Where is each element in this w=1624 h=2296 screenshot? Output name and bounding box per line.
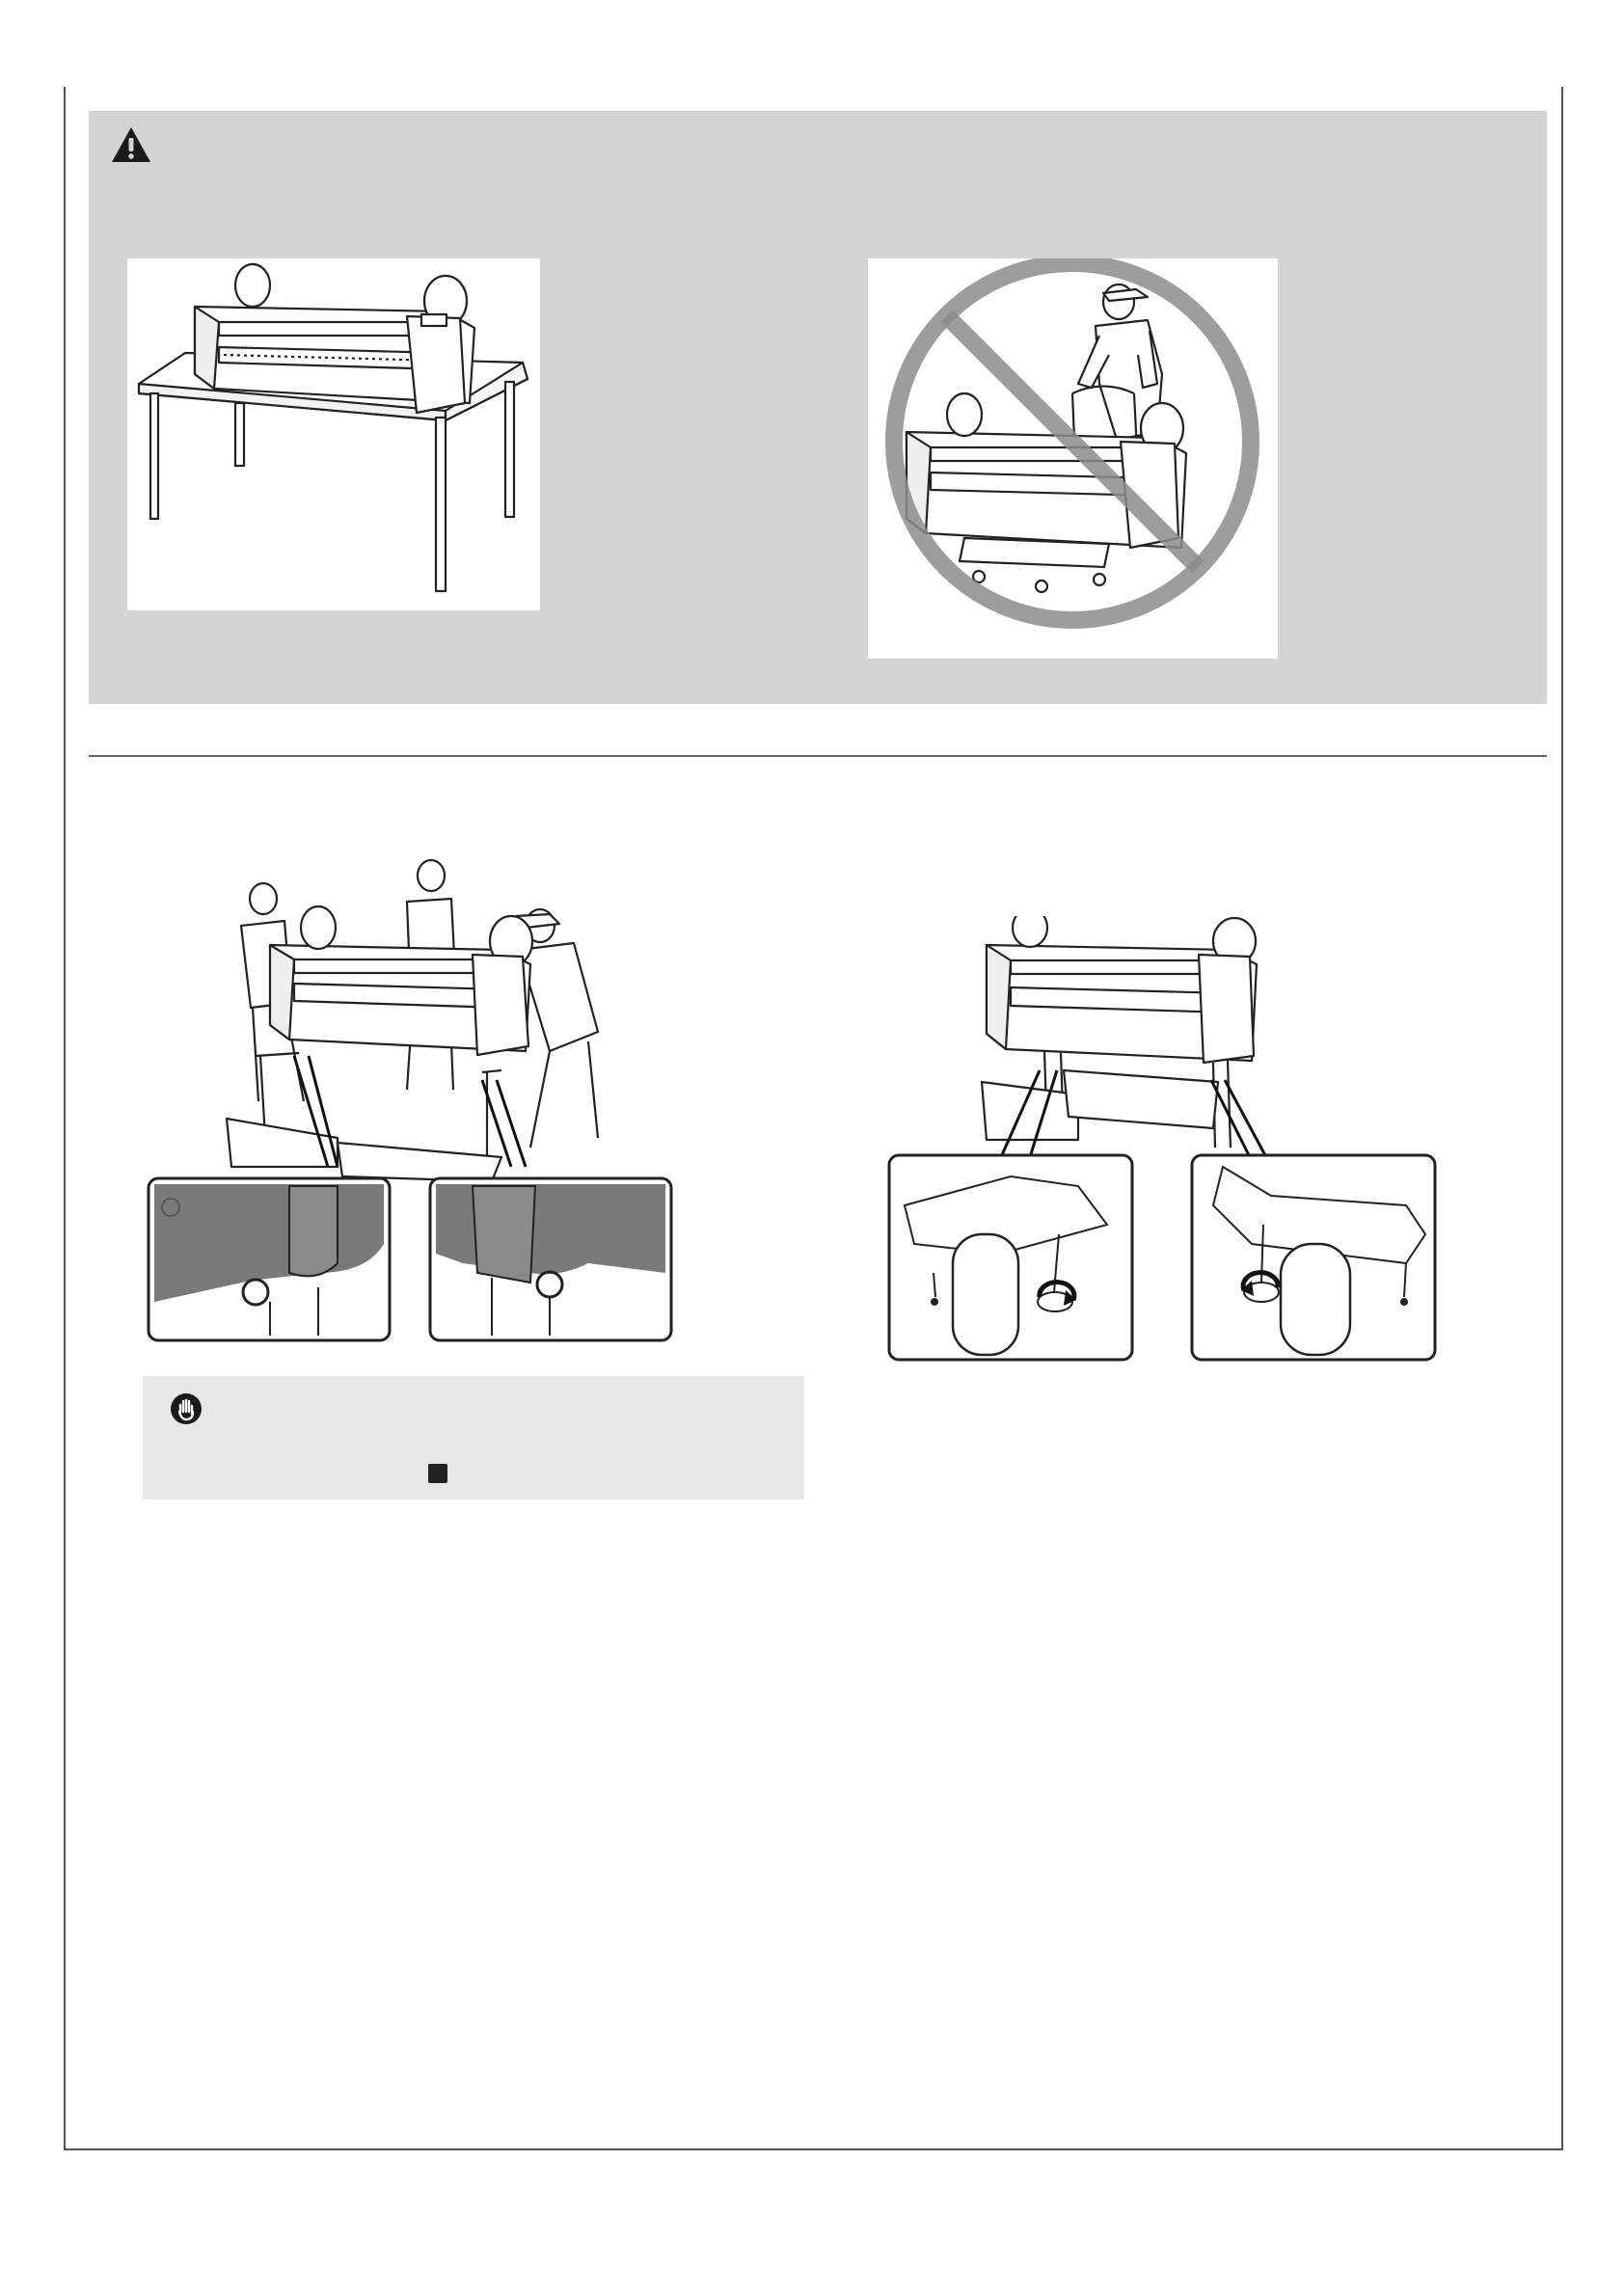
inset-screw-right [1192,1155,1435,1360]
inset-screw-left [889,1155,1132,1360]
three-people-lifting-illustration [145,849,685,1350]
section-divider [89,755,1547,757]
warning-triangle-icon [110,125,152,164]
inset-left-detail [149,1178,390,1340]
printer-on-stand-illustration [885,916,1439,1369]
inset-right-detail [430,1178,671,1340]
black-square-icon [428,1464,447,1483]
hand-stop-icon [170,1392,203,1425]
printer-on-table-illustration [127,258,540,610]
important-note-panel [143,1376,804,1499]
warning-panel [89,111,1547,704]
prohibited-cart-illustration [868,258,1278,659]
